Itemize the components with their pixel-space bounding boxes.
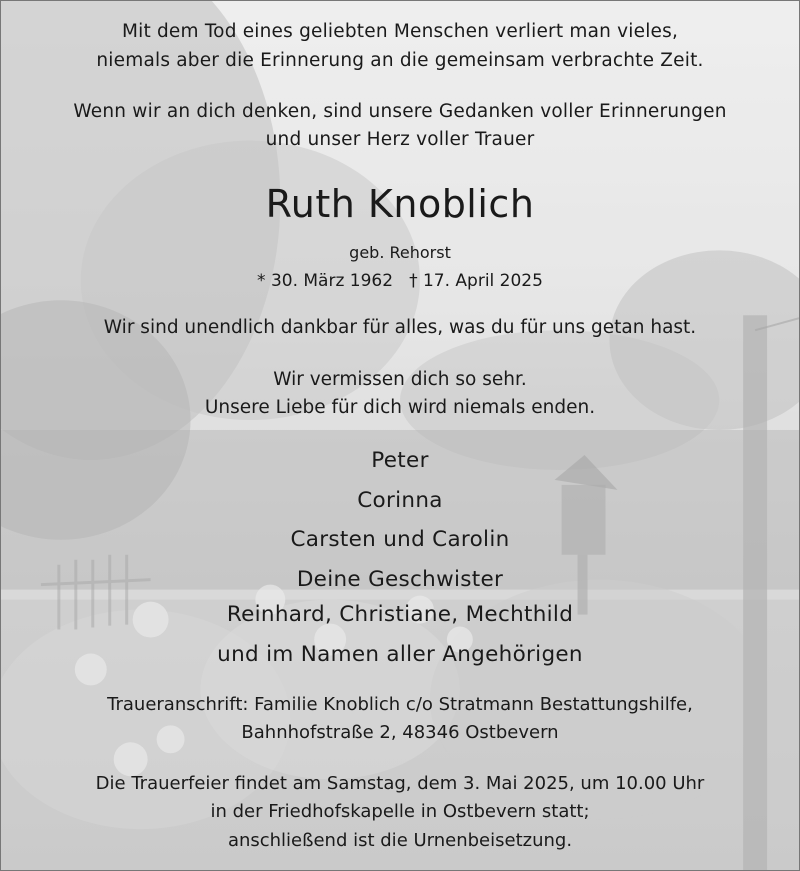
birth-date: * 30. März 1962	[257, 271, 394, 291]
intro-line: niemals aber die Erinnerung an die gemeinsam verbrachte Zeit.	[96, 50, 704, 71]
death-date: † 17. April 2025	[409, 271, 543, 291]
notice-text	[1, 1, 799, 870]
mourner-name: Deine Geschwister	[296, 567, 504, 592]
message-line: Wir vermissen dich so sehr.	[273, 369, 527, 390]
message-line: Unsere Liebe für dich wird niemals enden.	[204, 397, 596, 418]
mourner-name: Carsten und Carolin	[290, 527, 510, 552]
ceremony-info: Die Trauerfeier findet am Samstag, dem 3. Mai 2025, um 10.00 Uhr	[95, 773, 705, 794]
intro-line: Wenn wir an dich denken, sind unsere Gedanken voller Erinnerungen	[73, 101, 727, 122]
ceremony-info: anschließend ist die Urnenbeisetzung.	[227, 830, 573, 851]
mourner-name: Reinhard, Christiane, Mechthild	[226, 602, 574, 627]
mourner-name: Corinna	[357, 488, 443, 513]
life-dates	[1, 271, 799, 291]
birth-name: geb. Rehorst	[349, 243, 451, 262]
mourning-address: Bahnhofstraße 2, 48346 Ostbevern	[241, 722, 559, 743]
intro-line: Mit dem Tod eines geliebten Menschen verliert man vieles,	[121, 21, 679, 42]
intro-line: und unser Herz voller Trauer	[265, 129, 535, 150]
mourner-name: Peter	[371, 448, 429, 473]
deceased-name: Ruth Knoblich	[265, 182, 535, 226]
mourning-address: Traueranschrift: Familie Knoblich c/o Stratmann Bestattungshilfe,	[107, 694, 693, 715]
mourner-name: und im Namen aller Angehörigen	[217, 642, 583, 667]
ceremony-info: in der Friedhofskapelle in Ostbevern statt;	[210, 801, 590, 822]
message-line: Wir sind unendlich dankbar für alles, was du für uns getan hast.	[103, 317, 697, 338]
